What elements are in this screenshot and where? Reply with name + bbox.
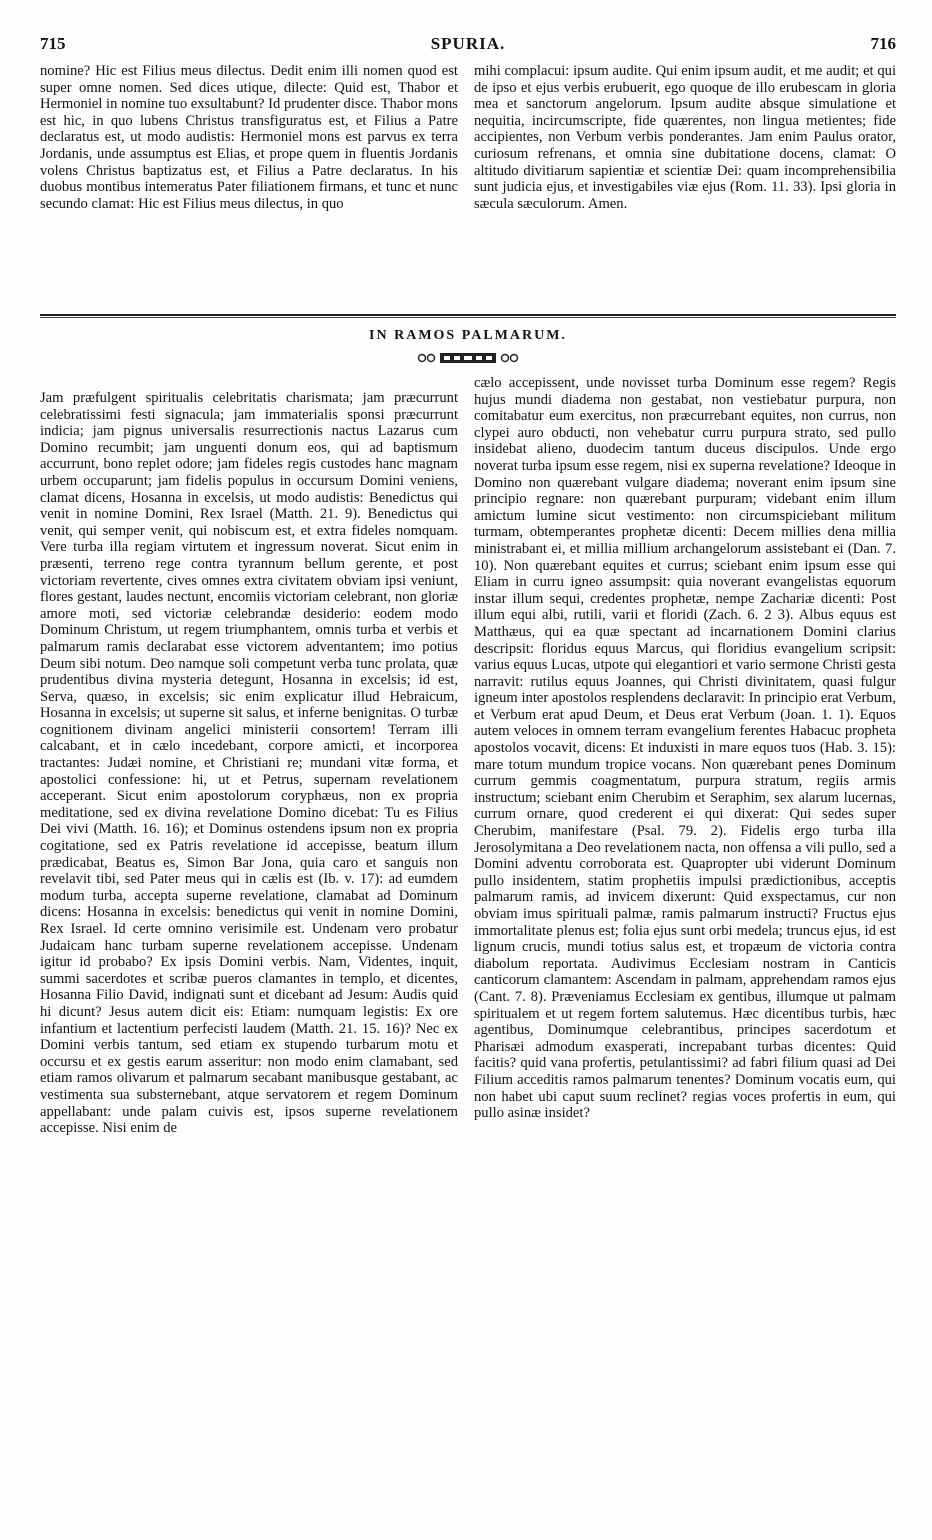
- paragraph-main-right: cælo accepissent, unde novisset turba Dominum esse regem? Regis hujus mundi diadema non gestabat, non vestiebatur purpura, non comitabatur eum exercitus, non præcurrebant equites, non currus, non clypei auro obducti, non vehebatur curru purpura strato, sed pullo insidebat alieno, duodecim tantum duceus discipulos. Unde ergo noverat turba ipsum esse regem, nisi ex superna revelatione? Ideoque in Domino non quærebant vulgare diadema; noverant enim ipsum sine principio regnare: non quærebant purpuram; videbant enim illum amictum lumine sicut vestimento: non circumspiciebant militum turmam, obtemperantes prophetæ dicenti: Decem millies dena millia ministrabant ei, et millia millium archangelorum assistebant ei (Dan. 7. 10). Non quærebant equites et currus; sciebant enim ipsum esse qui Eliam in curru igneo assumpsit: quia noverant evangelistas equorum instar illum sequi, credentes prophetæ, nempe Zachariæ dicenti: Post illum equi albi, rutili, varii et floridi (Zach. 6. 2 3). Albus equus est Matthæus, qui ea quæ spectant ad incarnationem Domini clarius descripsit: floridus equus Marcus, qui floridius evangelium scripsit: varius equus Lucas, utpote qui elegantiori et vario sermone Christi gesta narravit: rutilus equus Joannes, qui Christi divinitatem, quasi fulgur igneum inter apostolos resplendens declaravit: In principio erat Verbum, et Verbum erat apud Deum, et Deus erat Verbum (Joan. 1. 1). Equos autem veloces in omnem terram evangelium ferentes Habacuc propheta apostolos vocavit, dicens: Et induxisti in mare equos tuos (Hab. 3. 15): mare totum mundum tropice vocans. Non quærebant penes Dominum currum gemmis coagmentatum, purpura stratum, regiis armis instructum; sciebant enim Cherubim et Seraphim, sex alarum lucernas, currum ornare, quod crederent ei qui dixerat: Qui sedes super Cherubim, manifestare (Psal. 79. 2). Fidelis ergo turba illa Jerosolymitana a Deo revelationem nacta, non offensa a vili pullo, sed a Domini adventu corroborata est. Quapropter ubi viderunt Dominum pullo insidentem, statim prophetiis impulsi prædictionibus, acceptis palmarum ramis, ad invicem dixerunt: Quid exspectamus, cur non obviam imus spirituali palmæ, ramis palmarum instructi? Fructus ejus immortalitate plenus est; folia ejus sunt orbi medela; truncus ejus, id est lignum crucis, mundi totius salus est, et tropæum de victoria contra diabolum reportata. Audivimus Ecclesiam nostram in Canticis canticorum clamantem: Ascendam in palmam, apprehendam ramos ejus (Cant. 7. 8). Præveniamus Ecclesiam ex gentibus, illumque ut palmam spiritualem et ut regem fortem salutemus. Hæc dicentibus turbis, hæc agentibus, Dominumque celebrantibus, principes sacerdotum et Pharisæi admodum exasperati, increpabant turbas dicentes: Quid facitis? quid vana profertis, petulantissimi? ad fabri filium quasi ad Dei Filium acceditis ramos palmarum tenentes? Dominum vocatis eum, qui non habet ubi caput suum reclinet? regias voces profertis in eum, qui pullo asinæ insidet?: [474, 375, 896, 1122]
- section-heading: IN RAMOS PALMARUM.: [369, 328, 567, 343]
- running-header: [40, 34, 896, 56]
- section-divider: [40, 314, 896, 316]
- paragraph-top-right: mihi complacui: ipsum audite. Qui enim ipsum audit, et me audit; et qui de ipso et ejus verbis erubuerit, ego quoque de illo erubescam in gloria mea et sanctorum angelorum. Ipsum audite absque simulatione et nequitia, incircumscripte, fide quærentes, non lingua metientes; fide accipientes, non Verbum verbis ponderantes. Jam enim Paulus orator, curiosum refrenans, et omnia sine dubitatione docens, clamat: O altitudo divitiarum sapientiæ et scientiæ Dei: quam incomprehensibilia sunt judicia ejus, et investigabiles viæ ejus (Rom. 11. 33). Ipsi gloria in sæcula sæculorum. Amen.: [474, 63, 896, 212]
- page-number-left: 715: [40, 34, 66, 53]
- paragraph-main-left: Jam præfulgent spiritualis celebritatis charismata; jam præcurrunt celebratissimi festi signacula; jam immaterialis sponsi præcurrunt indicia; jam pignus universalis resurrectionis nactus Lazarus cum Domino recumbit; jam unguenti donum eos, qui ad baptismum accurrunt, bono replet odore; jam fideles regis custodes hanc magnam urbem occuparunt; jam fidelis populus in occursum Domini veniens, clamat dicens, Hosanna in excelsis, ut modo audistis: Benedictus qui venit in nomine Domini, Rex Israel (Matth. 21. 9). Benedictus qui venit, qui semper venit, qui nobiscum est, et extra fideles nomquam. Vere turba illa regiam virtutem et ingressum noverat. Sicut enim in præsenti, terreno rege contra tyrannum bellum gerente, et post victoriam revertente, cives omnes extra civitatem obviam ipsi veniunt, flores gestant, laudes nectunt, encomiis victoriam celebrant, non gloriæ amore moti, sed victoriæ celebrandæ desiderio: eodem modo Dominum Christum, ut regem triumphantem, omnis turba et verbis et palmarum ramis declarabat esse victorem adventantem; imo potius Deum sibi notum. Deo namque soli competunt verba tunc prolata, quæ prudentibus divina mysteria detegunt, Hosanna in excelsis; id est, Serva, quæso, in excelsis; sic enim explicatur illud Hebraicum, Hosanna in excelsis; ut superne sit salus, et inferne benignitas. O turbæ cognitionem divinam angelici ministerii consortem! Terram illi calcabant, et in cælo incedebant, corpore amicti, et incorporea tractantes: Judæi nomine, et Christiani re; mundani vitæ forma, et apostolici confessione: hi, ut et Petrus, supernam revelationem acceperant. Sicut enim apostolorum coryphæus, non ex propria meditatione, sed ex divina revelatione Domino dicebat: Tu es Filius Dei vivi (Matth. 16. 16); et Dominus ostendens ipsum non ex propria cogitatione, sed ex Patris revelatione id accepisse, beatum illum prædicabat, Beatus es, Simon Bar Jona, quia caro et sanguis non revelavit tibi, sed Pater meus qui in cælis est (Ib. v. 17): ad eumdem modum turba, accepta superne revelatione, clamabat ad Dominum dicens: Hosanna in excelsis: benedictus qui venit in nomine Domini, Rex Israel. Id certe omnino verisimile est. Undenam vero probatur Judaicam hanc turbam superne revelationem accepisse. Undenam igitur id probabo? Ex ipsis Domini verbis. Nam, Videntes, inquit, summi sacerdotes et scribæ pueros clamantes in templo, et dicentes, Hosanna Filio David, indignati sunt et dicebant ad Jesum: Audis quid hi dicunt? Jesus autem dicit eis: Etiam: numquam legistis: Ex ore infantium et lactentium perfecisti laudem (Matth. 21. 15. 16)? Nec ex Domini verbis tantum, sed etiam ex stupendo turbarum motu et occursu et ex gestis earum asseritur: non modo enim clamabant, sed etiam ramos olivarum et palmarum secabant manibusque gestabant, ac vestimenta sua substernebant, atque servatorem et regem Dominum appellabant: unde palam cuivis est, ipsos superne revelationem accepisse. Nisi enim de: [40, 390, 458, 1137]
- column-main-right: [474, 375, 896, 1516]
- ornament-icon: [416, 350, 520, 366]
- column-main-left: [40, 390, 458, 1516]
- paragraph-top-left: nomine? Hic est Filius meus dilectus. Dedit enim illi nomen quod est super omne nomen. Sed dices utique, dilecte: Quid est, Thabor et Hermoniel in nomine tuo exsultabunt? Id prudenter disce. Thabor mons est hic, in quo lubens Christus transfiguratus est, et Filius a Patre declaratus est, ut modo audistis: Hermoniel mons est parvus ex terra Jordanis, unde assumptus est Elias, et prope quem in fluentis Jordanis volens Christus baptizatus est, et Filius a Patre declaratus. In his duobus montibus intemeratus Pater filiationem firmans, et tunc et nunc secundo clamat: Hic est Filius meus dilectus, in quo: [40, 63, 458, 212]
- page-number-right: 716: [870, 34, 896, 53]
- running-title: SPURIA.: [430, 34, 506, 53]
- column-top-right: [474, 63, 896, 313]
- column-top-left: [40, 63, 458, 299]
- section-divider-thin: [40, 317, 896, 318]
